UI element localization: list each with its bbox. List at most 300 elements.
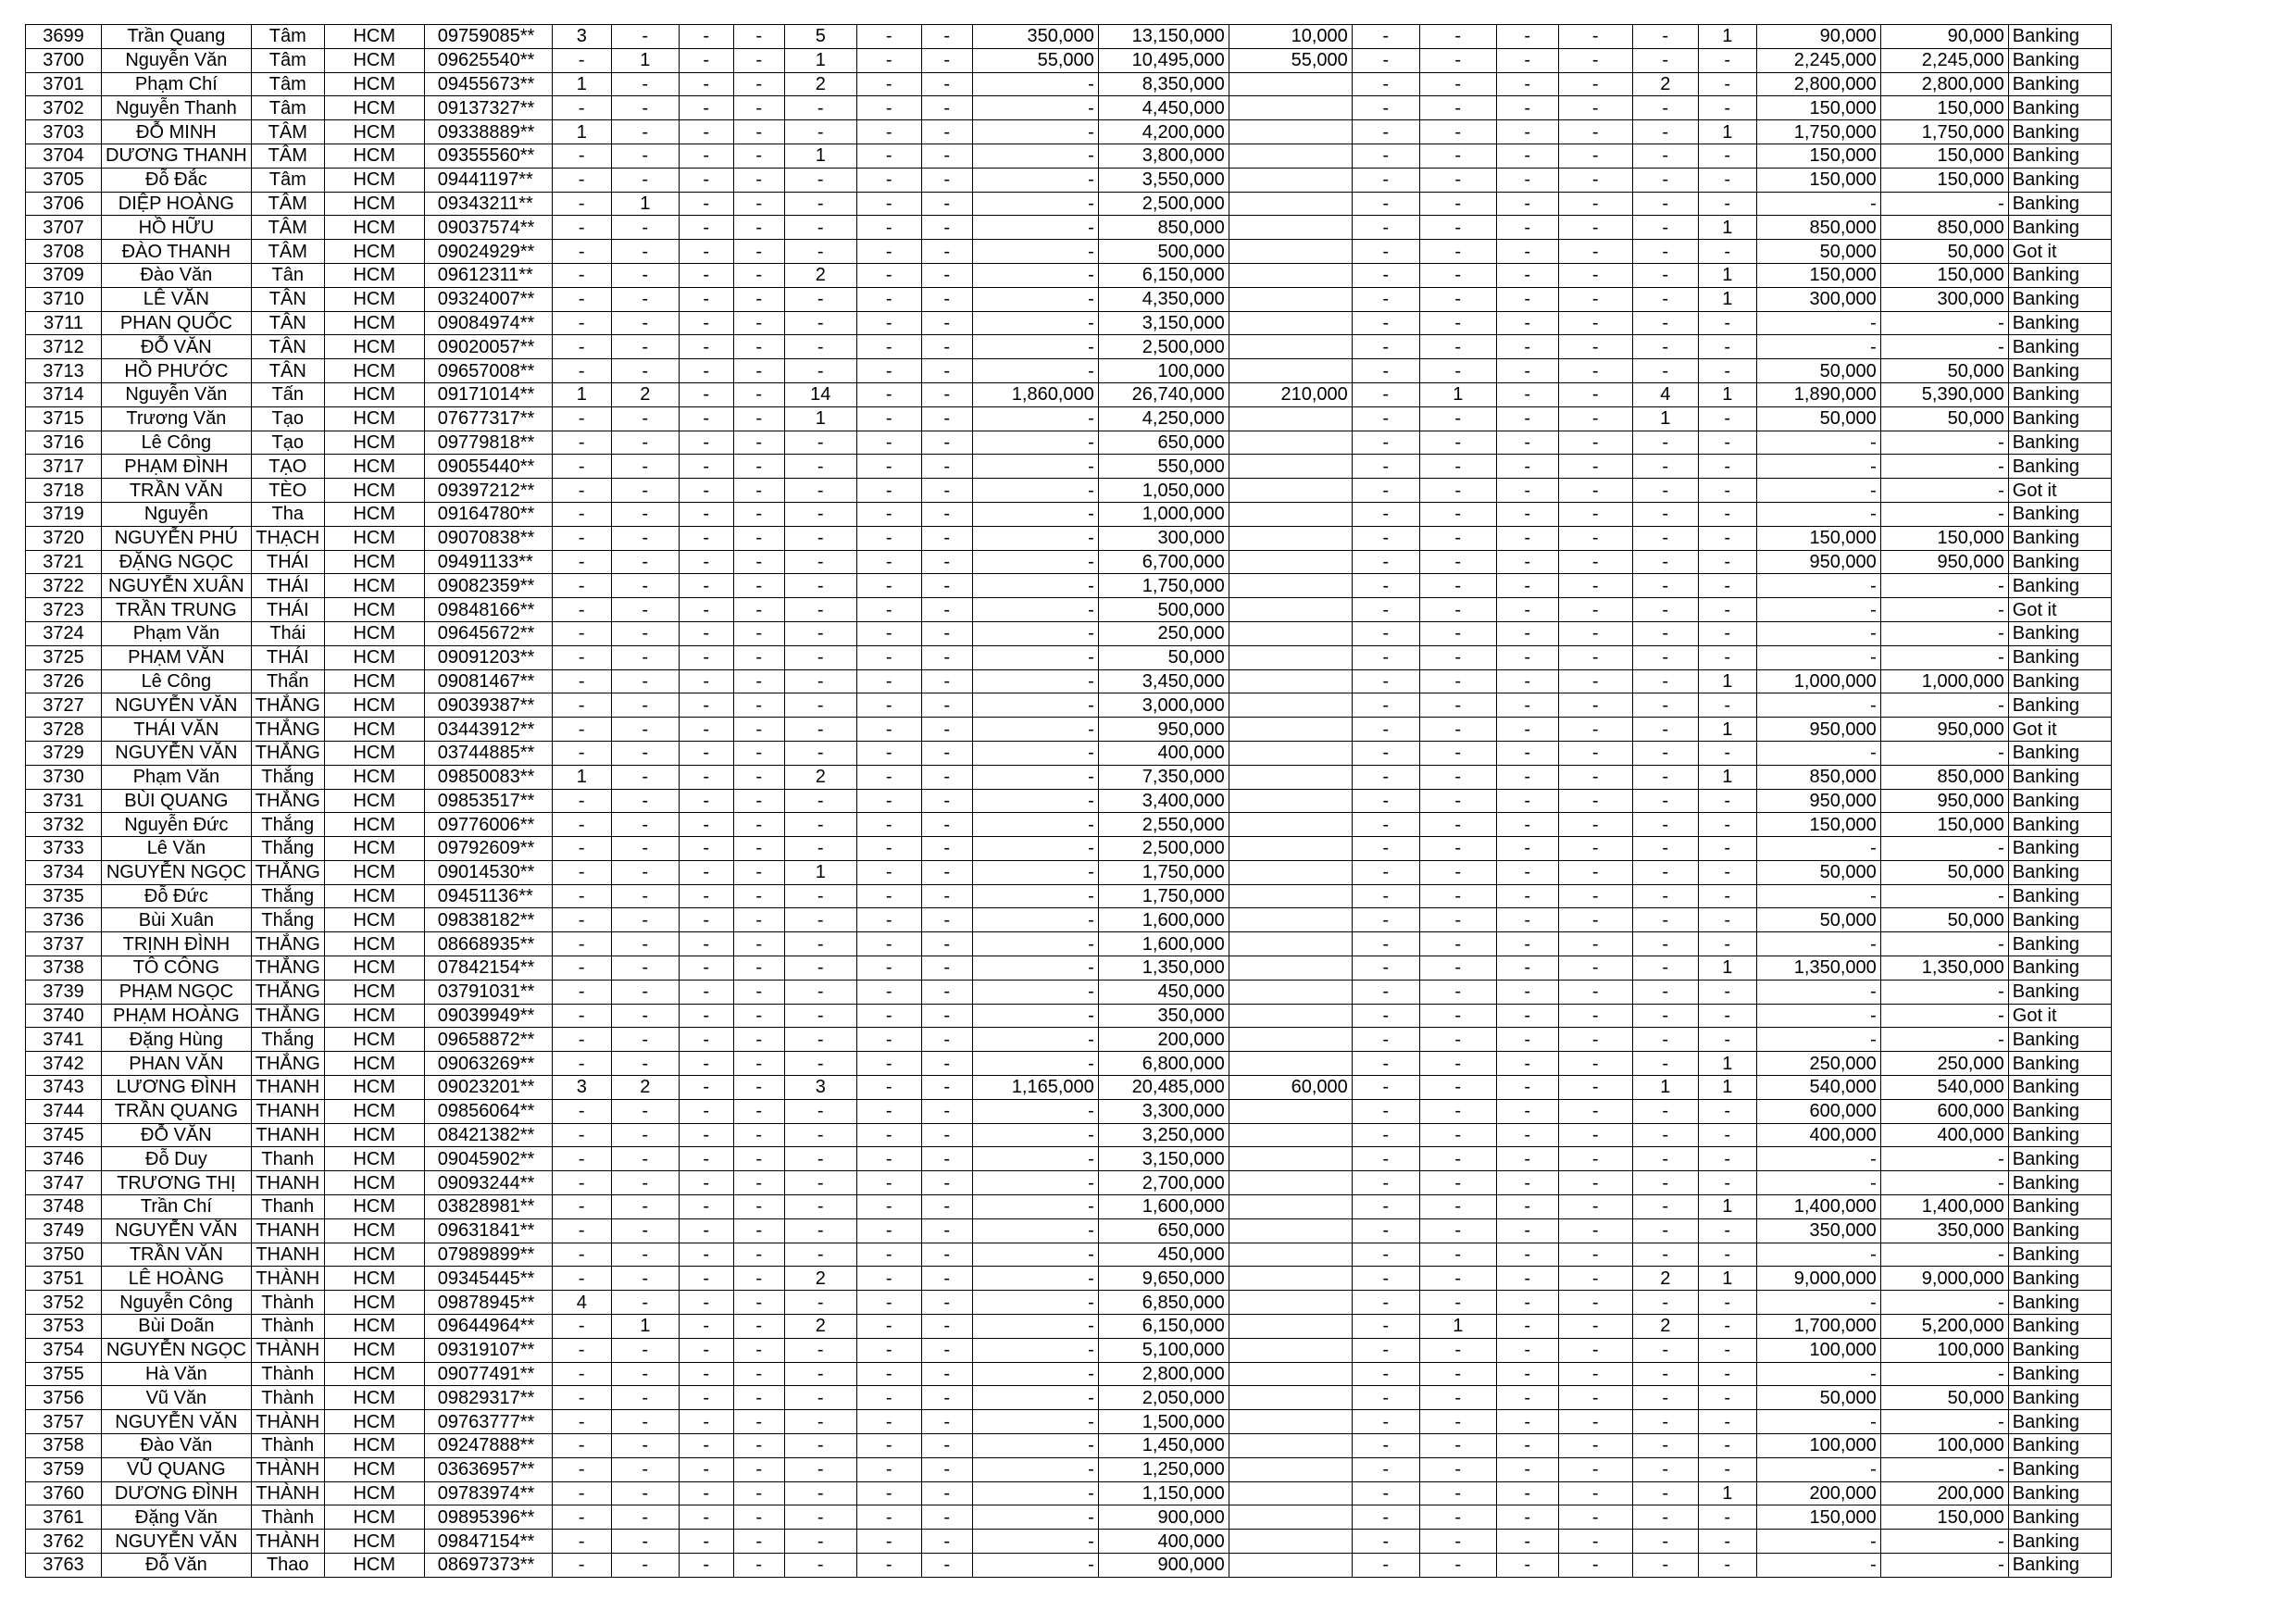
cell-amount-d: 150,000 [1880, 526, 2008, 550]
cell-count-i: - [1419, 1171, 1496, 1195]
cell-given-name: TÂM [251, 240, 324, 264]
cell-surname: Nguyễn Thanh [102, 96, 252, 120]
cell-phone: 09491133** [424, 550, 552, 574]
cell-amount-total: 3,300,000 [1098, 1099, 1229, 1123]
cell-count-a: - [552, 240, 611, 264]
cell-surname: ĐỖ MINH [102, 120, 252, 144]
cell-amount-d: - [1880, 693, 2008, 718]
cell-count-b: - [611, 1530, 679, 1554]
cell-given-name: Thành [251, 1434, 324, 1458]
cell-count-g: - [921, 216, 972, 240]
cell-given-name: Tân [251, 263, 324, 287]
table-row [26, 645, 2112, 669]
cell-count-a: - [552, 598, 611, 622]
table-row [26, 311, 2112, 335]
cell-city: HCM [324, 502, 424, 526]
cell-count-c: - [679, 216, 733, 240]
cell-phone: 09451136** [424, 884, 552, 908]
cell-count-m: - [1698, 1338, 1756, 1362]
cell-count-c: - [679, 693, 733, 718]
cell-count-k: - [1558, 1004, 1632, 1028]
cell-row-number: 3739 [26, 980, 102, 1004]
cell-city: HCM [324, 1338, 424, 1362]
cell-count-c: - [679, 502, 733, 526]
cell-count-h: - [1352, 1505, 1419, 1530]
cell-row-number: 3699 [26, 25, 102, 49]
cell-count-g: - [921, 1076, 972, 1100]
cell-amount-b [1229, 1410, 1352, 1434]
cell-count-d: - [733, 1315, 784, 1339]
cell-count-i: - [1419, 1291, 1496, 1315]
cell-city: HCM [324, 598, 424, 622]
cell-row-number: 3723 [26, 598, 102, 622]
cell-count-k: - [1558, 1028, 1632, 1052]
cell-payment-method: Banking [2008, 574, 2111, 598]
cell-count-e: - [784, 1123, 856, 1147]
cell-count-a: - [552, 335, 611, 359]
cell-count-m: - [1698, 789, 1756, 813]
cell-amount-d: - [1880, 335, 2008, 359]
cell-amount-c: 9,000,000 [1756, 1267, 1880, 1291]
cell-count-b: - [611, 1410, 679, 1434]
cell-amount-total: 950,000 [1098, 718, 1229, 742]
cell-amount-c: 150,000 [1756, 263, 1880, 287]
cell-count-m: - [1698, 574, 1756, 598]
cell-count-d: - [733, 287, 784, 311]
cell-city: HCM [324, 1147, 424, 1171]
cell-count-g: - [921, 837, 972, 861]
cell-payment-method: Banking [2008, 168, 2111, 192]
cell-count-k: - [1558, 1505, 1632, 1530]
cell-count-a: - [552, 311, 611, 335]
cell-given-name: THẮNG [251, 932, 324, 956]
cell-count-c: - [679, 72, 733, 96]
cell-count-h: - [1352, 168, 1419, 192]
cell-amount-d: 2,800,000 [1880, 72, 2008, 96]
cell-amount-c: - [1756, 693, 1880, 718]
cell-count-b: - [611, 1243, 679, 1267]
cell-amount-total: 2,500,000 [1098, 837, 1229, 861]
cell-count-c: - [679, 1004, 733, 1028]
cell-payment-method: Banking [2008, 837, 2111, 861]
cell-count-i: - [1419, 1505, 1496, 1530]
cell-surname: HỒ PHƯỚC [102, 359, 252, 383]
cell-phone: 09137327** [424, 96, 552, 120]
table-row [26, 813, 2112, 837]
cell-count-i: - [1419, 621, 1496, 645]
cell-count-d: - [733, 813, 784, 837]
cell-count-m: - [1698, 837, 1756, 861]
cell-count-c: - [679, 359, 733, 383]
cell-amount-a: - [972, 1338, 1098, 1362]
cell-amount-b [1229, 455, 1352, 479]
cell-given-name: TÈO [251, 479, 324, 503]
cell-count-g: - [921, 621, 972, 645]
cell-count-d: - [733, 956, 784, 981]
cell-count-l: - [1632, 1004, 1698, 1028]
cell-amount-d: 1,000,000 [1880, 669, 2008, 693]
cell-amount-total: 2,700,000 [1098, 1171, 1229, 1195]
cell-count-g: - [921, 1530, 972, 1554]
cell-row-number: 3750 [26, 1243, 102, 1267]
cell-count-m: - [1698, 1123, 1756, 1147]
cell-amount-c: 90,000 [1756, 25, 1880, 49]
cell-count-e: - [784, 1028, 856, 1052]
cell-phone: 09783974** [424, 1481, 552, 1505]
cell-count-h: - [1352, 718, 1419, 742]
cell-count-g: - [921, 1338, 972, 1362]
cell-surname: Nguyễn Đức [102, 813, 252, 837]
cell-city: HCM [324, 168, 424, 192]
cell-count-d: - [733, 789, 784, 813]
cell-count-d: - [733, 741, 784, 765]
cell-count-e: 2 [784, 1267, 856, 1291]
cell-given-name: THẮNG [251, 789, 324, 813]
cell-amount-a: - [972, 908, 1098, 932]
cell-payment-method: Banking [2008, 813, 2111, 837]
cell-count-m: 1 [1698, 956, 1756, 981]
cell-amount-c: 150,000 [1756, 526, 1880, 550]
cell-payment-method: Banking [2008, 550, 2111, 574]
cell-given-name: Thắng [251, 837, 324, 861]
cell-amount-total: 450,000 [1098, 980, 1229, 1004]
cell-amount-d: 50,000 [1880, 406, 2008, 431]
cell-count-f: - [856, 765, 921, 789]
cell-count-h: - [1352, 1481, 1419, 1505]
cell-given-name: Thanh [251, 1195, 324, 1219]
cell-count-h: - [1352, 120, 1419, 144]
cell-amount-b [1229, 837, 1352, 861]
cell-count-b: 2 [611, 382, 679, 406]
cell-count-j: - [1496, 25, 1558, 49]
cell-amount-b [1229, 1554, 1352, 1578]
cell-count-f: - [856, 956, 921, 981]
cell-amount-total: 400,000 [1098, 741, 1229, 765]
cell-count-b: - [611, 287, 679, 311]
cell-count-m: 1 [1698, 120, 1756, 144]
cell-count-f: - [856, 718, 921, 742]
cell-city: HCM [324, 1410, 424, 1434]
cell-amount-c: 300,000 [1756, 287, 1880, 311]
cell-row-number: 3751 [26, 1267, 102, 1291]
cell-amount-d: 50,000 [1880, 1386, 2008, 1410]
table-row [26, 884, 2112, 908]
cell-count-c: - [679, 765, 733, 789]
cell-count-a: 1 [552, 120, 611, 144]
cell-count-k: - [1558, 1243, 1632, 1267]
cell-count-a: - [552, 621, 611, 645]
cell-count-l: - [1632, 1362, 1698, 1386]
cell-row-number: 3712 [26, 335, 102, 359]
cell-count-e: - [784, 813, 856, 837]
cell-amount-total: 4,450,000 [1098, 96, 1229, 120]
cell-count-j: - [1496, 741, 1558, 765]
table-row [26, 669, 2112, 693]
cell-amount-total: 13,150,000 [1098, 25, 1229, 49]
cell-surname: TRẦN TRUNG [102, 598, 252, 622]
cell-phone: 09343211** [424, 192, 552, 216]
cell-row-number: 3706 [26, 192, 102, 216]
cell-row-number: 3738 [26, 956, 102, 981]
cell-count-m: - [1698, 431, 1756, 455]
table-row [26, 908, 2112, 932]
cell-amount-a: 55,000 [972, 48, 1098, 72]
cell-given-name: Thắng [251, 813, 324, 837]
table-row [26, 168, 2112, 192]
cell-count-g: - [921, 813, 972, 837]
cell-count-a: - [552, 1505, 611, 1530]
cell-count-k: - [1558, 335, 1632, 359]
cell-amount-total: 250,000 [1098, 621, 1229, 645]
cell-count-e: - [784, 789, 856, 813]
cell-city: HCM [324, 1076, 424, 1100]
cell-count-i: - [1419, 168, 1496, 192]
cell-amount-a: - [972, 669, 1098, 693]
cell-row-number: 3700 [26, 48, 102, 72]
cell-count-m: - [1698, 1530, 1756, 1554]
cell-phone: 03443912** [424, 718, 552, 742]
cell-count-l: - [1632, 1410, 1698, 1434]
cell-count-a: 1 [552, 382, 611, 406]
cell-count-d: - [733, 311, 784, 335]
cell-amount-c: 1,750,000 [1756, 120, 1880, 144]
cell-amount-c: 400,000 [1756, 1123, 1880, 1147]
cell-amount-c: - [1756, 1362, 1880, 1386]
cell-row-number: 3761 [26, 1505, 102, 1530]
cell-row-number: 3709 [26, 263, 102, 287]
cell-payment-method: Banking [2008, 860, 2111, 884]
cell-count-k: - [1558, 550, 1632, 574]
cell-amount-total: 2,500,000 [1098, 192, 1229, 216]
cell-row-number: 3701 [26, 72, 102, 96]
table-row [26, 1338, 2112, 1362]
cell-count-j: - [1496, 263, 1558, 287]
cell-payment-method: Banking [2008, 1028, 2111, 1052]
cell-count-c: - [679, 1554, 733, 1578]
cell-row-number: 3716 [26, 431, 102, 455]
cell-amount-b [1229, 406, 1352, 431]
cell-given-name: Thành [251, 1386, 324, 1410]
cell-count-j: - [1496, 1410, 1558, 1434]
cell-row-number: 3746 [26, 1147, 102, 1171]
cell-amount-c: - [1756, 502, 1880, 526]
cell-count-m: - [1698, 1315, 1756, 1339]
cell-amount-a: 1,165,000 [972, 1076, 1098, 1100]
cell-payment-method: Banking [2008, 335, 2111, 359]
cell-count-j: - [1496, 1267, 1558, 1291]
cell-count-c: - [679, 1291, 733, 1315]
cell-count-l: 2 [1632, 1267, 1698, 1291]
cell-amount-b [1229, 693, 1352, 718]
cell-amount-a: - [972, 455, 1098, 479]
cell-surname: PHẠM ĐÌNH [102, 455, 252, 479]
cell-count-a: - [552, 550, 611, 574]
cell-count-j: - [1496, 813, 1558, 837]
cell-count-j: - [1496, 1147, 1558, 1171]
cell-amount-d: - [1880, 621, 2008, 645]
cell-city: HCM [324, 1052, 424, 1076]
cell-count-g: - [921, 980, 972, 1004]
table-row [26, 1004, 2112, 1028]
cell-count-l: - [1632, 1171, 1698, 1195]
cell-amount-d: 50,000 [1880, 359, 2008, 383]
cell-count-c: - [679, 1267, 733, 1291]
cell-count-k: - [1558, 144, 1632, 168]
cell-amount-c: 1,700,000 [1756, 1315, 1880, 1339]
cell-count-a: - [552, 669, 611, 693]
cell-count-f: - [856, 908, 921, 932]
cell-count-e: 2 [784, 765, 856, 789]
cell-count-e: 2 [784, 72, 856, 96]
cell-amount-c: 50,000 [1756, 359, 1880, 383]
cell-count-a: - [552, 956, 611, 981]
cell-count-f: - [856, 25, 921, 49]
cell-amount-b [1229, 621, 1352, 645]
cell-count-g: - [921, 311, 972, 335]
cell-count-k: - [1558, 884, 1632, 908]
table-row [26, 932, 2112, 956]
cell-count-g: - [921, 455, 972, 479]
cell-amount-c: - [1756, 1530, 1880, 1554]
cell-given-name: Tâm [251, 72, 324, 96]
cell-count-c: - [679, 1099, 733, 1123]
cell-count-d: - [733, 263, 784, 287]
cell-count-b: - [611, 1195, 679, 1219]
cell-count-b: - [611, 406, 679, 431]
cell-given-name: Thanh [251, 1147, 324, 1171]
cell-surname: NGUYỄN VĂN [102, 1530, 252, 1554]
cell-amount-b [1229, 1147, 1352, 1171]
cell-given-name: TÂN [251, 359, 324, 383]
cell-count-f: - [856, 598, 921, 622]
cell-count-f: - [856, 837, 921, 861]
cell-count-m: 1 [1698, 1481, 1756, 1505]
cell-surname: Nguyễn Văn [102, 382, 252, 406]
cell-count-c: - [679, 550, 733, 574]
cell-phone: 07989899** [424, 1243, 552, 1267]
cell-payment-method: Banking [2008, 884, 2111, 908]
cell-count-d: - [733, 502, 784, 526]
cell-count-e: - [784, 502, 856, 526]
cell-row-number: 3756 [26, 1386, 102, 1410]
cell-count-l: - [1632, 1243, 1698, 1267]
cell-count-l: - [1632, 813, 1698, 837]
cell-surname: THÁI VĂN [102, 718, 252, 742]
cell-count-k: - [1558, 1554, 1632, 1578]
cell-count-m: - [1698, 1099, 1756, 1123]
cell-count-d: - [733, 144, 784, 168]
cell-count-d: - [733, 932, 784, 956]
cell-count-b: - [611, 813, 679, 837]
cell-count-a: - [552, 192, 611, 216]
cell-count-l: - [1632, 1147, 1698, 1171]
cell-count-g: - [921, 359, 972, 383]
cell-count-m: - [1698, 980, 1756, 1004]
cell-count-h: - [1352, 526, 1419, 550]
cell-amount-d: 100,000 [1880, 1434, 2008, 1458]
cell-amount-b [1229, 1315, 1352, 1339]
cell-count-b: - [611, 25, 679, 49]
cell-count-e: - [784, 550, 856, 574]
cell-count-m: - [1698, 335, 1756, 359]
table-row [26, 96, 2112, 120]
cell-row-number: 3722 [26, 574, 102, 598]
cell-count-g: - [921, 718, 972, 742]
cell-count-f: - [856, 1076, 921, 1100]
cell-amount-total: 1,050,000 [1098, 479, 1229, 503]
cell-amount-b [1229, 789, 1352, 813]
cell-city: HCM [324, 311, 424, 335]
cell-count-e: - [784, 359, 856, 383]
cell-amount-total: 6,800,000 [1098, 1052, 1229, 1076]
cell-count-c: - [679, 908, 733, 932]
cell-surname: ĐÀO THANH [102, 240, 252, 264]
cell-count-e: 2 [784, 263, 856, 287]
cell-amount-d: - [1880, 1243, 2008, 1267]
cell-count-a: - [552, 574, 611, 598]
cell-count-a: - [552, 406, 611, 431]
cell-amount-d: 300,000 [1880, 287, 2008, 311]
cell-count-i: - [1419, 359, 1496, 383]
cell-amount-c: 50,000 [1756, 406, 1880, 431]
cell-given-name: THANH [251, 1218, 324, 1243]
cell-count-l: 2 [1632, 72, 1698, 96]
cell-row-number: 3727 [26, 693, 102, 718]
cell-amount-a: - [972, 168, 1098, 192]
cell-count-d: - [733, 1076, 784, 1100]
cell-phone: 09625540** [424, 48, 552, 72]
cell-amount-a: - [972, 120, 1098, 144]
cell-city: HCM [324, 1554, 424, 1578]
cell-count-a: 3 [552, 1076, 611, 1100]
cell-amount-d: 850,000 [1880, 216, 2008, 240]
cell-count-i: - [1419, 1052, 1496, 1076]
cell-amount-total: 10,495,000 [1098, 48, 1229, 72]
cell-amount-a: - [972, 813, 1098, 837]
cell-count-h: - [1352, 621, 1419, 645]
cell-surname: PHAN VĂN [102, 1052, 252, 1076]
cell-count-e: 1 [784, 48, 856, 72]
cell-amount-b [1229, 335, 1352, 359]
cell-count-m: - [1698, 455, 1756, 479]
cell-amount-b: 60,000 [1229, 1076, 1352, 1100]
cell-given-name: THÀNH [251, 1338, 324, 1362]
cell-count-j: - [1496, 645, 1558, 669]
cell-amount-a: - [972, 216, 1098, 240]
cell-count-c: - [679, 1052, 733, 1076]
cell-count-b: - [611, 1267, 679, 1291]
cell-count-a: - [552, 216, 611, 240]
cell-amount-a: - [972, 1554, 1098, 1578]
cell-city: HCM [324, 765, 424, 789]
cell-city: HCM [324, 789, 424, 813]
cell-count-k: - [1558, 168, 1632, 192]
cell-count-h: - [1352, 335, 1419, 359]
cell-given-name: THẮNG [251, 860, 324, 884]
cell-amount-d: - [1880, 1362, 2008, 1386]
cell-count-h: - [1352, 287, 1419, 311]
cell-amount-d: 950,000 [1880, 718, 2008, 742]
cell-given-name: THÀNH [251, 1267, 324, 1291]
cell-count-i: - [1419, 144, 1496, 168]
cell-amount-a: - [972, 1481, 1098, 1505]
cell-count-e: - [784, 192, 856, 216]
cell-payment-method: Banking [2008, 287, 2111, 311]
cell-count-m: - [1698, 1004, 1756, 1028]
cell-count-j: - [1496, 1338, 1558, 1362]
cell-payment-method: Banking [2008, 120, 2111, 144]
cell-count-d: - [733, 406, 784, 431]
